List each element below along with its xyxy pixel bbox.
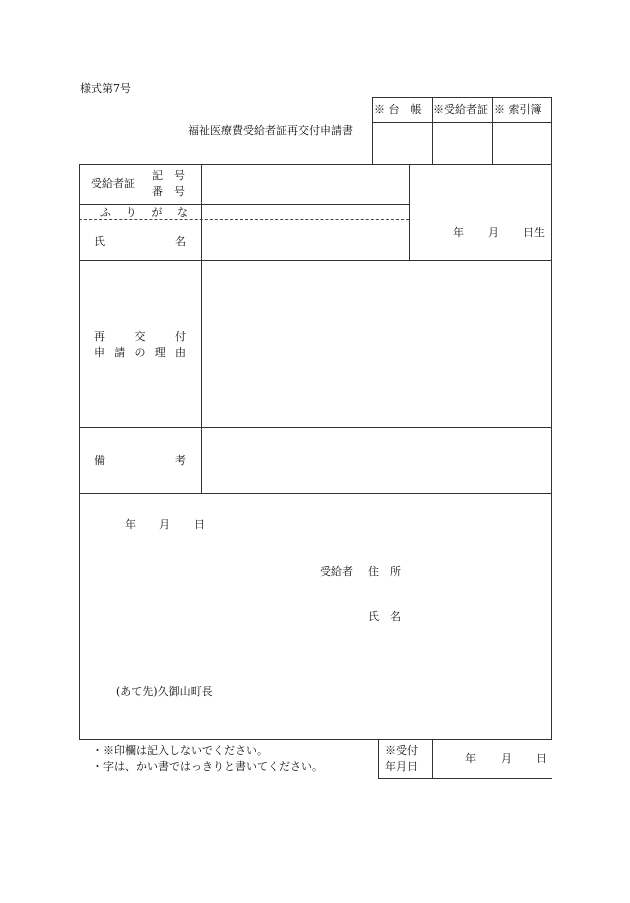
date-year-label: 年	[125, 518, 136, 531]
certificate-office-label: ※受給者証	[433, 103, 488, 116]
reason-label-line1: 再 交 付	[94, 330, 186, 343]
name-label: 氏 名	[94, 235, 186, 248]
furigana-field[interactable]	[203, 206, 408, 218]
applicant-name-label: 氏 名	[368, 610, 401, 623]
address-label: 住 所	[368, 565, 401, 578]
index-label: ※ 索引簿	[494, 103, 542, 116]
applicant-label: 受給者	[320, 565, 353, 578]
certificate-office-field[interactable]	[433, 123, 491, 163]
index-field[interactable]	[493, 123, 550, 163]
addressee: (あて先)久御山町長	[116, 685, 213, 698]
birth-month-label: 月	[488, 226, 499, 239]
receipt-date-field[interactable]	[434, 741, 550, 777]
receipt-label-line1: ※受付	[385, 744, 418, 757]
name-field[interactable]	[203, 221, 408, 259]
kigou-label: 記 号	[152, 169, 185, 182]
receipt-month-label: 月	[501, 752, 512, 765]
furigana-label: ふ り が な	[100, 206, 188, 219]
applicant-name-field[interactable]	[410, 605, 548, 627]
certificate-label: 受給者証	[91, 177, 135, 190]
receipt-label-line2: 年月日	[385, 760, 418, 773]
form-number: 様式第7号	[80, 82, 131, 95]
reason-field[interactable]	[203, 262, 550, 426]
note-2: ・字は、かい書ではっきりと書いてください。	[92, 760, 323, 773]
ledger-label: ※ 台 帳	[374, 103, 422, 116]
birth-day-label: 日生	[523, 226, 545, 239]
date-month-label: 月	[159, 518, 170, 531]
remarks-field[interactable]	[203, 429, 550, 492]
bangou-label: 番 号	[152, 185, 185, 198]
remarks-label: 備 考	[94, 454, 186, 467]
form-title: 福祉医療費受給者証再交付申請書	[188, 124, 353, 137]
note-1: ・※印欄は記入しないでください。	[92, 744, 268, 757]
reason-label-line2: 申 請 の 理 由	[94, 346, 186, 359]
ledger-field[interactable]	[373, 123, 431, 163]
birth-year-label: 年	[453, 226, 464, 239]
certificate-extra-field[interactable]	[411, 166, 550, 203]
certificate-number-field[interactable]	[203, 166, 408, 203]
date-day-label: 日	[194, 518, 205, 531]
receipt-day-label: 日	[536, 752, 547, 765]
receipt-year-label: 年	[465, 752, 476, 765]
applicant-address-field[interactable]	[410, 560, 548, 582]
